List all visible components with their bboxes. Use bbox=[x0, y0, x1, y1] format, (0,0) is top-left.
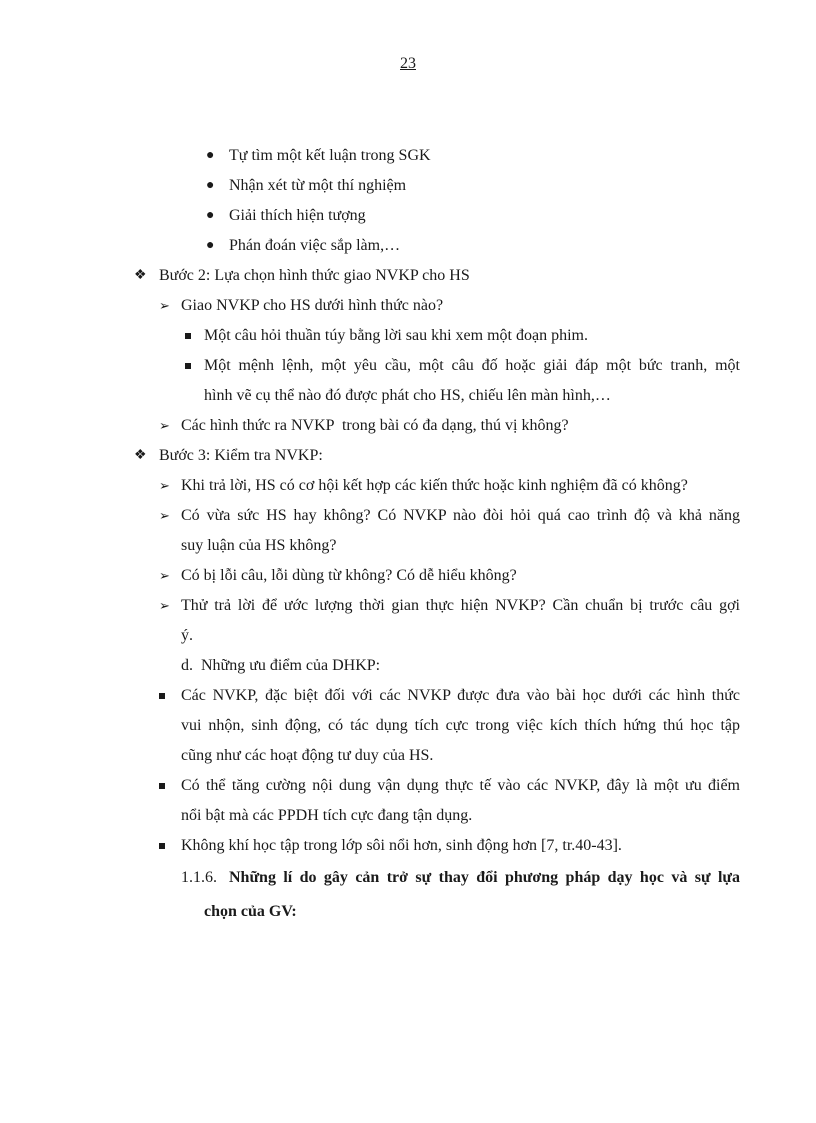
bullet-dot-icon: ● bbox=[206, 208, 215, 223]
list-item-text: Có thể tăng cường nội dung vận dụng thực tế vào các NVKP, đây là một ưu điểm bbox=[181, 777, 740, 794]
list-item bbox=[0, 171, 816, 201]
section-heading bbox=[0, 861, 816, 895]
section-number: 1.1.6. bbox=[181, 869, 217, 886]
list-item bbox=[0, 411, 816, 441]
diamond-bullet-icon: ❖ bbox=[134, 448, 147, 463]
list-item bbox=[0, 681, 816, 711]
arrow-bullet-icon: ➢ bbox=[159, 568, 170, 583]
list-item-text: Phán đoán việc sắp làm,… bbox=[229, 237, 401, 254]
step3-heading bbox=[0, 441, 816, 471]
list-item bbox=[0, 141, 816, 171]
square-bullet-icon bbox=[159, 693, 165, 699]
list-item-continuation bbox=[0, 801, 816, 831]
list-item-text: vui nhộn, sinh động, có tác dụng tích cực trong việc kích thích hứng thú học tập bbox=[181, 717, 740, 734]
page-number: 23 bbox=[400, 55, 416, 72]
list-item bbox=[0, 291, 816, 321]
list-item-continuation bbox=[0, 741, 816, 771]
list-item-text: Các NVKP, đặc biệt đối với các NVKP được đưa vào bài học dưới các hình thức bbox=[181, 687, 740, 704]
advantages-heading-text: d. Những ưu điểm của DHKP: bbox=[181, 657, 381, 674]
square-bullet-icon bbox=[159, 843, 165, 849]
list-item-text: Giao NVKP cho HS dưới hình thức nào? bbox=[181, 297, 444, 314]
step2-heading bbox=[0, 261, 816, 291]
list-item bbox=[0, 591, 816, 621]
bullet-dot-icon: ● bbox=[206, 178, 215, 193]
bullet-dot-icon: ● bbox=[206, 148, 215, 163]
list-item bbox=[0, 321, 816, 351]
arrow-bullet-icon: ➢ bbox=[159, 478, 170, 493]
list-item-text: nổi bật mà các PPDH tích cực đang tận dụng. bbox=[181, 807, 473, 824]
diamond-bullet-icon: ❖ bbox=[134, 268, 147, 283]
page-content bbox=[0, 141, 816, 929]
list-item-text: Giải thích hiện tượng bbox=[229, 207, 366, 224]
list-item-text: Một mệnh lệnh, một yêu cầu, một câu đố hoặc giải đáp một bức tranh, một bbox=[204, 357, 740, 374]
list-item-text: Nhận xét từ một thí nghiệm bbox=[229, 177, 407, 194]
list-item-text: Có bị lỗi câu, lỗi dùng từ không? Có dễ hiểu không? bbox=[181, 567, 517, 584]
list-item-text: ý. bbox=[181, 627, 193, 644]
list-item bbox=[0, 471, 816, 501]
advantages-heading bbox=[0, 651, 816, 681]
section-heading-continuation bbox=[0, 895, 816, 929]
list-item-text: Có vừa sức HS hay không? Có NVKP nào đòi hỏi quá cao trình độ và khả năng bbox=[181, 507, 740, 524]
list-item-continuation bbox=[0, 531, 816, 561]
arrow-bullet-icon: ➢ bbox=[159, 508, 170, 523]
list-item bbox=[0, 351, 816, 381]
bullet-dot-icon: ● bbox=[206, 238, 215, 253]
step3-label: Bước 3: Kiểm tra NVKP: bbox=[159, 447, 323, 464]
list-item-text: Một câu hỏi thuần túy bằng lời sau khi xem một đoạn phim. bbox=[204, 327, 588, 344]
list-item-text: Các hình thức ra NVKP trong bài có đa dạng, thú vị không? bbox=[181, 417, 569, 434]
list-item bbox=[0, 831, 816, 861]
section-title: Những lí do gây cản trở sự thay đổi phương pháp dạy học và sự lựa bbox=[229, 869, 740, 886]
list-item-continuation bbox=[0, 381, 816, 411]
list-item bbox=[0, 771, 816, 801]
section-title: chọn của GV: bbox=[204, 903, 297, 920]
list-item-text: cũng như các hoạt động tư duy của HS. bbox=[181, 747, 434, 764]
square-bullet-icon bbox=[159, 783, 165, 789]
square-bullet-icon bbox=[185, 363, 191, 369]
arrow-bullet-icon: ➢ bbox=[159, 598, 170, 613]
list-item-text: Không khí học tập trong lớp sôi nổi hơn, sinh động hơn [7, tr.40-43]. bbox=[181, 837, 622, 854]
list-item-text: Khi trả lời, HS có cơ hội kết hợp các kiến thức hoặc kinh nghiệm đã có không? bbox=[181, 477, 688, 494]
list-item-continuation bbox=[0, 711, 816, 741]
list-item bbox=[0, 231, 816, 261]
square-bullet-icon bbox=[185, 333, 191, 339]
list-item bbox=[0, 201, 816, 231]
list-item-text: hình vẽ cụ thể nào đó được phát cho HS, chiếu lên màn hình,… bbox=[204, 387, 611, 404]
list-item bbox=[0, 501, 816, 531]
list-item-text: Thử trả lời để ước lượng thời gian thực hiện NVKP? Cần chuẩn bị trước câu gợi bbox=[181, 597, 740, 614]
list-item-text: suy luận của HS không? bbox=[181, 537, 337, 554]
list-item-continuation bbox=[0, 621, 816, 651]
arrow-bullet-icon: ➢ bbox=[159, 298, 170, 313]
step2-label: Bước 2: Lựa chọn hình thức giao NVKP cho HS bbox=[159, 267, 470, 284]
list-item bbox=[0, 561, 816, 591]
list-item-text: Tự tìm một kết luận trong SGK bbox=[229, 147, 431, 164]
arrow-bullet-icon: ➢ bbox=[159, 418, 170, 433]
